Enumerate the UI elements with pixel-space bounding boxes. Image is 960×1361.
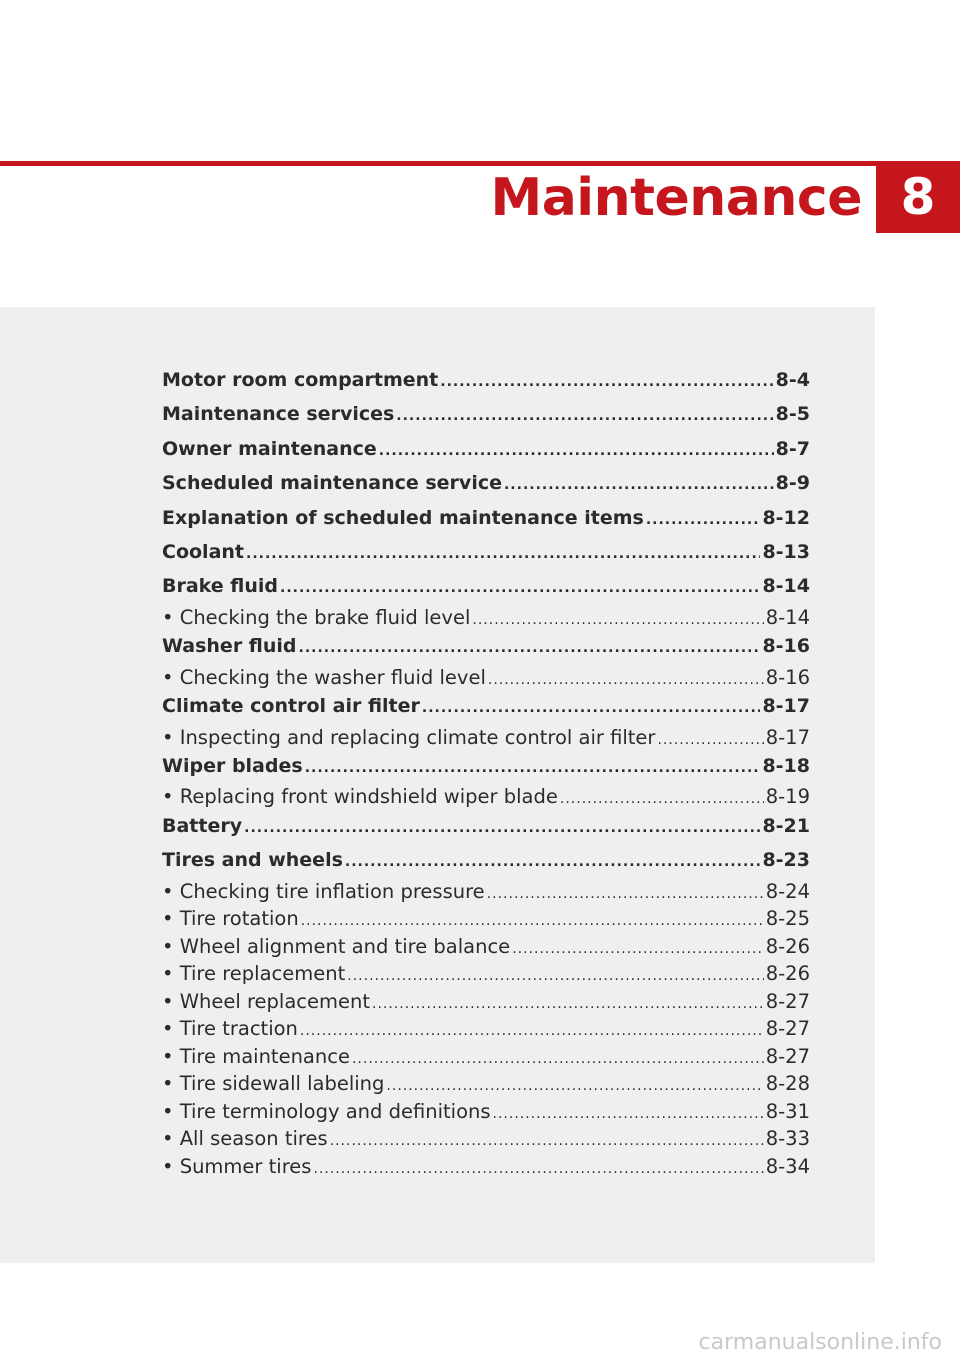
- toc-entry-page: 8-26: [765, 962, 810, 986]
- toc-subentry[interactable]: [162, 783, 810, 811]
- toc-entry-label: • Inspecting and replacing climate control air filter: [162, 725, 656, 749]
- toc-entry-page: 8-19: [765, 785, 810, 809]
- toc-entry-page: 8-16: [765, 665, 810, 689]
- toc-entry-label: Coolant: [162, 540, 244, 563]
- toc-subentry[interactable]: [162, 664, 810, 692]
- toc-subentry[interactable]: [162, 878, 810, 906]
- toc-subentry[interactable]: [162, 1098, 810, 1126]
- dot-leader: [560, 786, 764, 811]
- toc-entry-label: • Summer tires: [162, 1154, 312, 1178]
- dot-leader: [345, 847, 761, 875]
- toc-entry[interactable]: [162, 503, 810, 533]
- toc-entry-label: • Tire replacement: [162, 962, 346, 986]
- toc-entry[interactable]: [162, 691, 810, 721]
- toc-entry[interactable]: [162, 571, 810, 601]
- dot-leader: [493, 1101, 764, 1126]
- toc-entry-label: • Checking tire inflation pressure: [162, 879, 485, 903]
- toc-entry-label: • Tire terminology and definitions: [162, 1099, 491, 1123]
- toc-entry-page: 8-5: [775, 403, 810, 426]
- toc-entry-page: 8-4: [775, 369, 810, 391]
- dot-leader: [504, 470, 774, 498]
- toc-entry-page: 8-33: [765, 1127, 810, 1151]
- toc-entry-page: 8-24: [765, 879, 810, 903]
- toc-entry-label: Owner maintenance: [162, 437, 377, 460]
- chapter-number-tab: 8: [876, 161, 960, 233]
- toc-entry-label: • All season tires: [162, 1127, 328, 1151]
- dot-leader: [386, 1073, 763, 1098]
- dot-leader: [488, 667, 764, 692]
- toc-entry-page: 8-21: [762, 814, 810, 837]
- toc-entry-label: Washer fluid: [162, 635, 297, 658]
- toc-entry-page: 8-31: [765, 1099, 810, 1123]
- toc-entry-page: 8-28: [765, 1072, 810, 1096]
- toc-entry-page: 8-13: [762, 540, 810, 563]
- toc-entry-label: Wiper blades: [162, 755, 303, 778]
- dot-leader: [300, 1018, 764, 1043]
- dot-leader: [352, 1046, 764, 1071]
- toc-entry-label: • Wheel replacement: [162, 989, 370, 1013]
- toc-subentry[interactable]: [162, 724, 810, 752]
- dot-leader: [372, 991, 764, 1016]
- toc-subentry[interactable]: [162, 1043, 810, 1071]
- toc-entry[interactable]: [162, 631, 810, 661]
- toc-subentry[interactable]: [162, 1015, 810, 1043]
- watermark: carmanualsonline.info: [698, 1330, 942, 1355]
- toc-entry-label: • Tire traction: [162, 1017, 298, 1041]
- toc-subentry[interactable]: [162, 905, 810, 933]
- toc-entry-label: • Replacing front windshield wiper blade: [162, 785, 558, 809]
- toc-entry-label: • Tire sidewall labeling: [162, 1072, 385, 1096]
- toc-entry[interactable]: [162, 845, 810, 875]
- dot-leader: [396, 401, 773, 429]
- toc-entry-page: 8-23: [762, 849, 810, 872]
- toc-entry-label: • Wheel alignment and tire balance: [162, 934, 511, 958]
- toc-entry-page: 8-9: [775, 472, 810, 495]
- toc-subentry[interactable]: [162, 933, 810, 961]
- toc-entry-page: 8-18: [762, 755, 810, 778]
- toc-entry-label: Maintenance services: [162, 403, 395, 426]
- toc-entry[interactable]: [162, 399, 810, 429]
- dot-leader: [330, 1128, 764, 1153]
- dot-leader: [301, 908, 764, 933]
- dot-leader: [299, 633, 761, 661]
- toc-entry-label: Battery: [162, 814, 243, 837]
- toc-entry[interactable]: [162, 537, 810, 567]
- toc-entry-page: 8-27: [765, 1044, 810, 1068]
- dot-leader: [379, 436, 774, 464]
- dot-leader: [280, 573, 760, 601]
- toc-entry-page: 8-27: [765, 989, 810, 1013]
- toc-entry-page: 8-26: [765, 934, 810, 958]
- dot-leader: [422, 693, 761, 721]
- toc-entry-page: 8-14: [765, 605, 810, 629]
- dot-leader: [487, 881, 764, 906]
- dot-leader: [313, 1156, 763, 1181]
- toc-subentry[interactable]: [162, 1125, 810, 1153]
- dot-leader: [347, 963, 763, 988]
- toc-subentry[interactable]: [162, 1070, 810, 1098]
- chapter-title: Maintenance: [490, 168, 862, 228]
- toc-entry-page: 8-25: [765, 907, 810, 931]
- toc-entry-label: • Checking the washer fluid level: [162, 665, 486, 689]
- toc-entry-label: • Checking the brake fluid level: [162, 605, 471, 629]
- dot-leader: [305, 753, 761, 781]
- toc-entry-label: Tires and wheels: [162, 849, 343, 872]
- toc-entry-page: 8-14: [762, 575, 810, 598]
- toc-entry-page: 8-17: [765, 725, 810, 749]
- toc-entry-label: Motor room compartment: [162, 369, 439, 391]
- dot-leader: [657, 727, 763, 752]
- toc-entry-page: 8-7: [775, 437, 810, 460]
- toc-entry[interactable]: [162, 751, 810, 781]
- toc-entry-page: 8-16: [762, 635, 810, 658]
- toc-entry-label: Brake fluid: [162, 575, 279, 598]
- toc-entry[interactable]: [162, 365, 810, 395]
- toc-entry-label: • Tire rotation: [162, 907, 299, 931]
- toc-entry-page: 8-27: [765, 1017, 810, 1041]
- toc-subentry[interactable]: [162, 604, 810, 632]
- toc-subentry[interactable]: [162, 988, 810, 1016]
- dot-leader: [512, 936, 764, 961]
- toc-subentry[interactable]: [162, 960, 810, 988]
- dot-leader: [440, 367, 773, 395]
- toc-entry-page: 8-34: [765, 1154, 810, 1178]
- dot-leader: [246, 539, 760, 567]
- toc-entry-page: 8-12: [762, 506, 810, 529]
- dot-leader: [646, 505, 761, 533]
- toc-entry-label: Climate control air filter: [162, 695, 420, 718]
- toc-entry[interactable]: [162, 468, 810, 498]
- dot-leader: [244, 813, 760, 841]
- toc-subentry[interactable]: [162, 1153, 810, 1181]
- toc-entry-label: Explanation of scheduled maintenance items: [162, 506, 644, 529]
- toc-entry[interactable]: [162, 434, 810, 464]
- table-of-contents: [162, 365, 810, 1180]
- dot-leader: [472, 607, 763, 632]
- toc-entry-label: Scheduled maintenance service: [162, 472, 502, 495]
- toc-entry-page: 8-17: [762, 695, 810, 718]
- toc-entry-label: • Tire maintenance: [162, 1044, 350, 1068]
- toc-entry[interactable]: [162, 811, 810, 841]
